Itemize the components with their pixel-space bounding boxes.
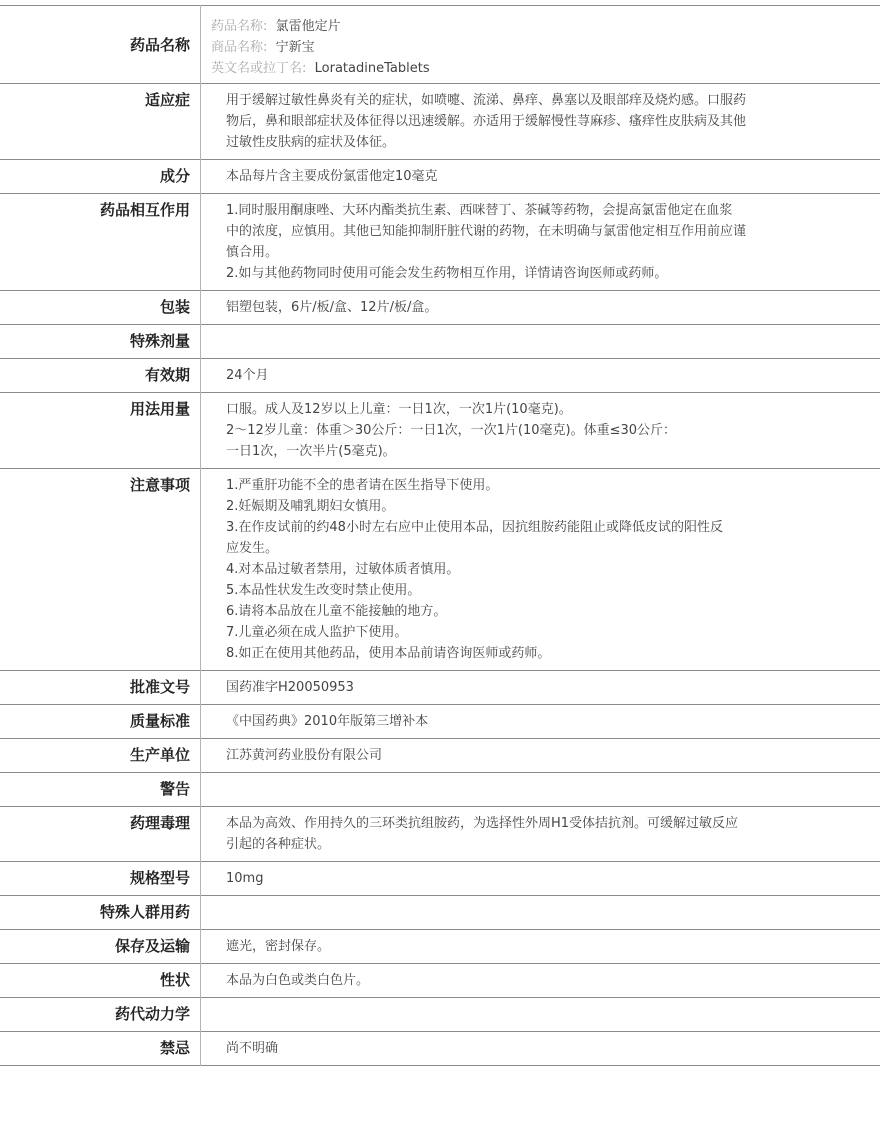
storage-label: 保存及运输 [0,930,201,964]
manufacturer-label: 生产单位 [0,739,201,773]
row-approval-number [0,671,880,705]
contraindications-label: 禁忌 [0,1032,201,1066]
text-line: 口服。成人及12岁以上儿童：一日1次，一次1片(10毫克)。 [226,402,572,417]
special-population-label: 特殊人群用药 [0,896,201,930]
text-line: 1.同时服用酮康唑、大环内酯类抗生素、西咪替丁、茶碱等药物，会提高氯雷他定在血浆 [226,203,733,218]
row-drug-name [0,6,880,84]
text-line: 物后，鼻和眼部症状及体征得以迅速缓解。亦适用于缓解慢性荨麻疹、瘙痒性皮肤病及其他 [226,114,747,129]
approval-number-label: 批准文号 [0,671,201,705]
text-line: 慎合用。 [226,245,279,260]
warning-label: 警告 [0,773,201,807]
row-interactions [0,194,880,291]
text-line: 应发生。 [226,541,279,556]
generic-name-line [211,16,788,37]
row-pharmacokinetics [0,998,880,1032]
row-packaging [0,291,880,325]
row-special-population [0,896,880,930]
pharmacokinetics-value [201,998,880,1032]
trade-name-label: 商品名称: [211,40,268,55]
specification-value: 10mg [226,871,264,886]
shelf-life-label: 有效期 [0,359,201,393]
row-warning [0,773,880,807]
text-line: 2～12岁儿童：体重＞30公斤：一日1次，一次1片(10毫克)。体重≤30公斤： [226,423,677,438]
text-line: 1.严重肝功能不全的患者请在医生指导下使用。 [226,478,499,493]
text-line: 本品为高效、作用持久的三环类抗组胺药，为选择性外周H1受体拮抗剂。可缓解过敏反应 [226,816,739,831]
drug-info-table [0,5,880,1066]
text-line: 引起的各种症状。 [226,837,331,852]
row-special-dosage [0,325,880,359]
row-shelf-life [0,359,880,393]
pharmacokinetics-label: 药代动力学 [0,998,201,1032]
text-line: 2.如与其他药物同时使用可能会发生药物相互作用，详情请咨询医师或药师。 [226,266,668,281]
storage-value: 遮光，密封保存。 [226,939,331,954]
text-line: 2.妊娠期及哺乳期妇女慎用。 [226,499,395,514]
appearance-label: 性状 [0,964,201,998]
pharmacology-label: 药理毒理 [0,807,201,862]
usage-label: 用法用量 [0,393,201,469]
special-dosage-value [201,325,880,359]
warning-value [201,773,880,807]
text-line: 5.本品性状发生改变时禁止使用。 [226,583,421,598]
indications-value [201,84,880,160]
row-indications [0,84,880,160]
manufacturer-value: 江苏黄河药业股份有限公司 [226,748,383,763]
row-appearance [0,964,880,998]
text-line: 过敏性皮肤病的症状及体征。 [226,135,396,150]
text-line: 8.如正在使用其他药品，使用本品前请咨询医师或药师。 [226,646,551,661]
packaging-value: 铝塑包装，6片/板/盒、12片/板/盒。 [226,300,438,315]
special-dosage-label: 特殊剂量 [0,325,201,359]
text-line: 中的浓度，应慎用。其他已知能抑制肝脏代谢的药物，在未明确与氯雷他定相互作用前应谨 [226,224,747,239]
row-manufacturer [0,739,880,773]
generic-name-label: 药品名称: [211,19,268,34]
drug-name-label: 药品名称 [0,6,201,84]
drug-name-value [201,6,880,84]
row-precautions [0,469,880,671]
specification-label: 规格型号 [0,862,201,896]
row-pharmacology [0,807,880,862]
usage-value [201,393,880,469]
precautions-label: 注意事项 [0,469,201,671]
text-line: 6.请将本品放在儿童不能接触的地方。 [226,604,447,619]
row-usage [0,393,880,469]
trade-name-line [211,37,788,58]
row-contraindications [0,1032,880,1066]
packaging-label: 包装 [0,291,201,325]
special-population-value [201,896,880,930]
row-quality-standard [0,705,880,739]
text-line: 7.儿童必须在成人监护下使用。 [226,625,408,640]
english-name: LoratadineTablets [314,61,430,76]
ingredients-value: 本品每片含主要成份氯雷他定10毫克 [226,169,438,184]
generic-name: 氯雷他定片 [275,19,341,34]
row-ingredients [0,160,880,194]
text-line: 一日1次，一次半片(5毫克)。 [226,444,396,459]
text-line: 3.在作皮试前的约48小时左右应中止使用本品，因抗组胺药能阻止或降低皮试的阳性反 [226,520,723,535]
contraindications-value: 尚不明确 [226,1041,279,1056]
pharmacology-value [201,807,880,862]
approval-number-value: 国药准字H20050953 [226,680,354,695]
precautions-value [201,469,880,671]
row-storage [0,930,880,964]
text-line: 4.对本品过敏者禁用，过敏体质者慎用。 [226,562,460,577]
quality-standard-label: 质量标准 [0,705,201,739]
interactions-label: 药品相互作用 [0,194,201,291]
row-specification [0,862,880,896]
english-name-label: 英文名或拉丁名: [211,61,307,76]
shelf-life-value: 24个月 [226,368,269,383]
english-name-line [211,58,788,79]
trade-name: 宁新宝 [275,40,315,55]
quality-standard-value: 《中国药典》2010年版第三增补本 [226,714,429,729]
interactions-value [201,194,880,291]
ingredients-label: 成分 [0,160,201,194]
text-line: 用于缓解过敏性鼻炎有关的症状，如喷嚏、流涕、鼻痒、鼻塞以及眼部痒及烧灼感。口服药 [226,93,747,108]
appearance-value: 本品为白色或类白色片。 [226,973,370,988]
indications-label: 适应症 [0,84,201,160]
